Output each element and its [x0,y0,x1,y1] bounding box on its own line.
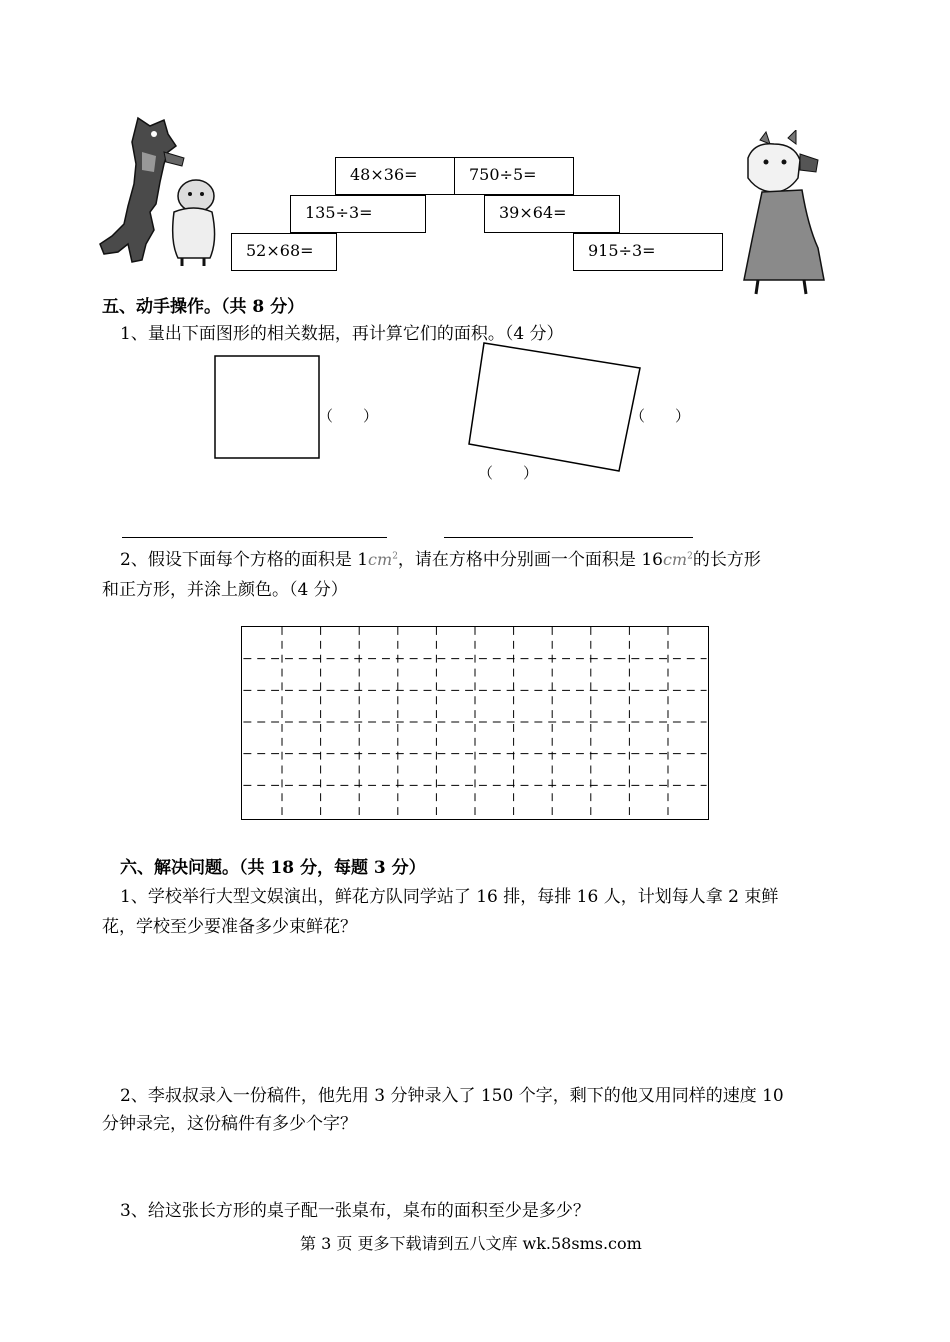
section5-heading: 五、动手操作。（共 8 分） [102,297,305,317]
section6-question-2-line2: 分钟录完，这份稿件有多少个字？ [102,1114,357,1134]
unit-superscript: 2 [687,551,693,562]
cm-unit: cm [662,550,688,569]
section6-question-1-line2: 花，学校至少要准备多少束鲜花？ [102,917,357,937]
calc-box: 48×36= [335,157,455,195]
section5-question-2-line2: 和正方形，并涂上颜色。（4 分） [102,580,348,600]
drawing-grid[interactable] [241,626,709,820]
page-footer: 第 3 页 更多下载请到五八文库 wk.58sms.com [300,1234,642,1253]
measure-blank-bottom: （ ） [478,464,539,482]
calc-box: 52×68= [231,233,337,271]
measure-blank-right: （ ） [630,407,691,425]
section5-question-2 [120,545,761,570]
cm-unit: cm [368,550,393,569]
square-figure [214,355,320,459]
section6-question-2-line1: 2、李叔叔录入一份稿件，他先用 3 分钟录入了 150 个字，剩下的他又用同样的速度 10 [120,1086,784,1106]
calc-box: 135÷3= [290,195,426,233]
section6-question-3: 3、给这张长方形的桌子配一张桌布，桌布的面积至少是多少？ [120,1201,590,1221]
section5-question-1: 1、量出下面图形的相关数据，再计算它们的面积。（4 分） [120,324,564,344]
grid-lines [243,627,706,819]
answer-line-left [122,537,387,538]
calc-box: 750÷5= [454,157,574,195]
section6-question-1-line1: 1、学校举行大型文娱演出，鲜花方队同学站了 16 排，每排 16 人，计划每人拿 2 束鲜 [120,887,779,907]
calc-box: 915÷3= [573,233,723,271]
answer-line-right [444,537,693,538]
q2-text-part1: 2、假设下面每个方格的面积是 1 [120,550,369,570]
goat-illustration [738,130,830,296]
q2-text-part3: 的长方形 [692,550,761,570]
measure-blank-square: （ ） [318,407,379,425]
q2-text-part2: ，请在方格中分别画一个面积是 16 [397,550,663,570]
calc-box: 39×64= [484,195,620,233]
wolf-and-sheep-illustration [98,112,226,270]
section6-heading: 六、解决问题。（共 18 分，每题 3 分） [120,858,426,878]
tilted-rectangle-figure [466,340,646,475]
unit-superscript: 2 [392,551,398,562]
